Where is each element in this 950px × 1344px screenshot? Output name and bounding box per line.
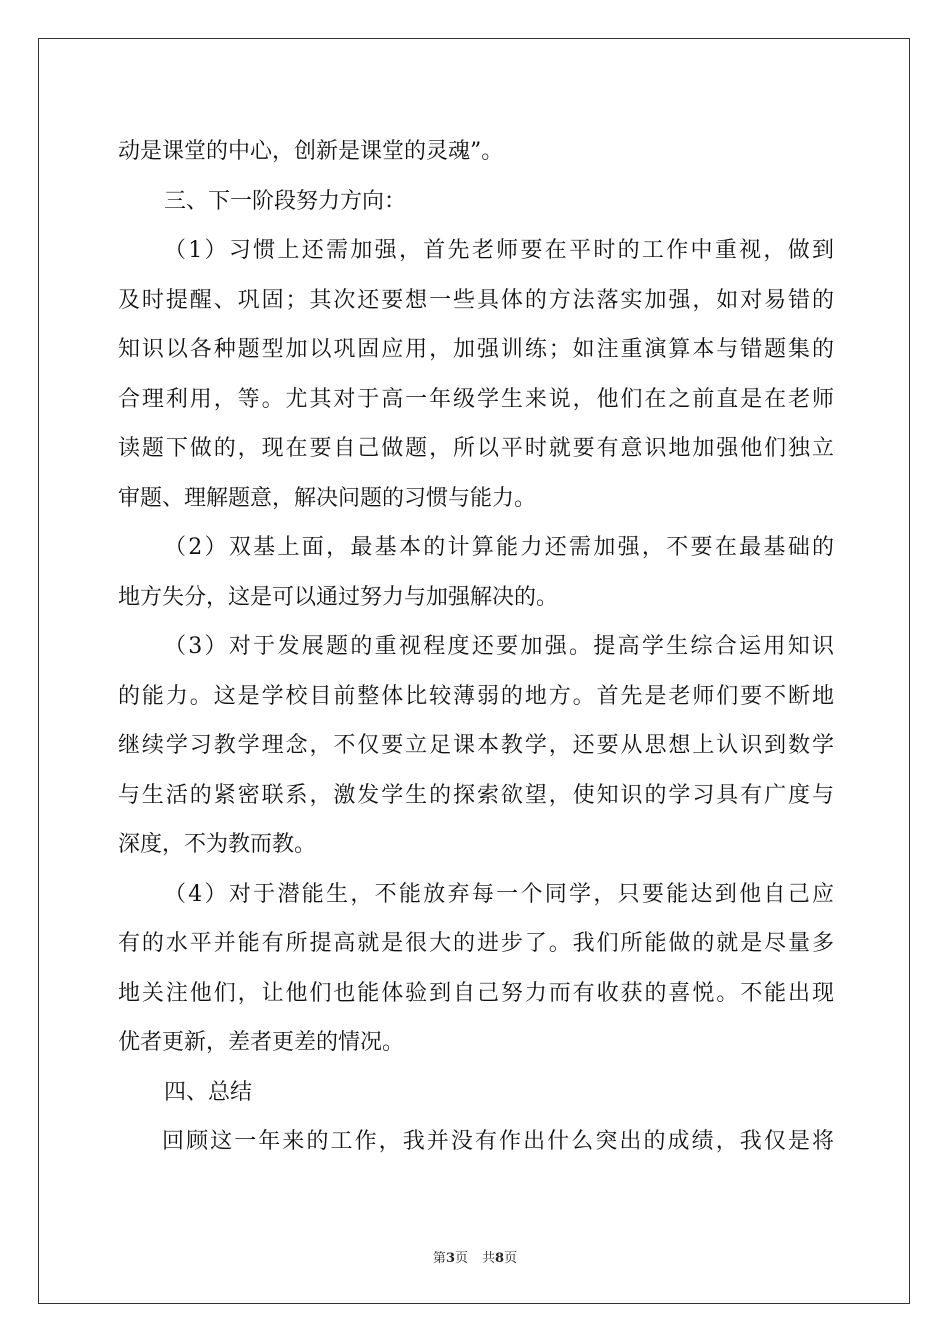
total-suffix: 页 xyxy=(504,1251,518,1266)
section-heading: 三、下一阶段努力方向： xyxy=(164,188,407,214)
text-line: 深度，不为教而教。 xyxy=(118,832,317,857)
text-line: （1）习惯上还需加强，首先老师要在平时的工作中重视，做到 xyxy=(164,238,834,263)
page-prefix: 第 xyxy=(432,1251,446,1266)
text-line: 合理利用，等。尤其对于高一年级学生来说，他们在之前直是在老师 xyxy=(118,386,834,412)
section-heading: 四、总结 xyxy=(164,1079,253,1105)
document-body xyxy=(118,127,834,1167)
text-line: 及时提醒、巩固；其次还要想一些具体的方法落实加强，如对易错的 xyxy=(118,287,834,313)
text-line: 审题、理解题意，解决问题的习惯与能力。 xyxy=(118,485,537,511)
text-line: 的能力。这是学校目前整体比较薄弱的地方。首先是老师们要不断地 xyxy=(118,683,834,709)
text-line: 读题下做的，现在要自己做题，所以平时就要有意识地加强他们独立 xyxy=(118,436,834,461)
page-suffix: 页 xyxy=(454,1251,468,1266)
text-line: （3）对于发展题的重视程度还要加强。提高学生综合运用知识 xyxy=(164,634,834,659)
text-line: 继续学习教学理念，不仅要立足课本教学，还要从思想上认识到数学 xyxy=(118,733,834,758)
text-line: 动是课堂的中心，创新是课堂的灵魂”。 xyxy=(118,139,504,164)
page-footer xyxy=(0,1247,950,1266)
text-line: （2）双基上面，最基本的计算能力还需加强，不要在最基础的 xyxy=(164,535,834,560)
total-pages: 8 xyxy=(495,1251,505,1266)
text-line: 知识以各种题型加以巩固应用，加强训练；如注重演算本与错题集的 xyxy=(118,337,834,362)
text-line: （4）对于潜能生，不能放弃每一个同学，只要能达到他自己应 xyxy=(164,881,834,907)
text-line: 地方失分，这是可以通过努力与加强解决的。 xyxy=(118,584,559,610)
text-line: 地关注他们，让他们也能体验到自己努力而有收获的喜悦。不能出现 xyxy=(118,980,834,1006)
text-line: 有的水平并能有所提高就是很大的进步了。我们所能做的就是尽量多 xyxy=(118,931,834,956)
text-line: 回顾这一年来的工作，我并没有作出什么突出的成绩，我仅是将 xyxy=(162,1129,834,1154)
text-line: 优者更新，差者更差的情况。 xyxy=(118,1030,405,1055)
total-prefix: 共 xyxy=(482,1251,496,1266)
text-line: 与生活的紧密联系，激发学生的探索欲望，使知识的学习具有广度与 xyxy=(118,782,834,808)
page-number: 3 xyxy=(445,1251,455,1266)
